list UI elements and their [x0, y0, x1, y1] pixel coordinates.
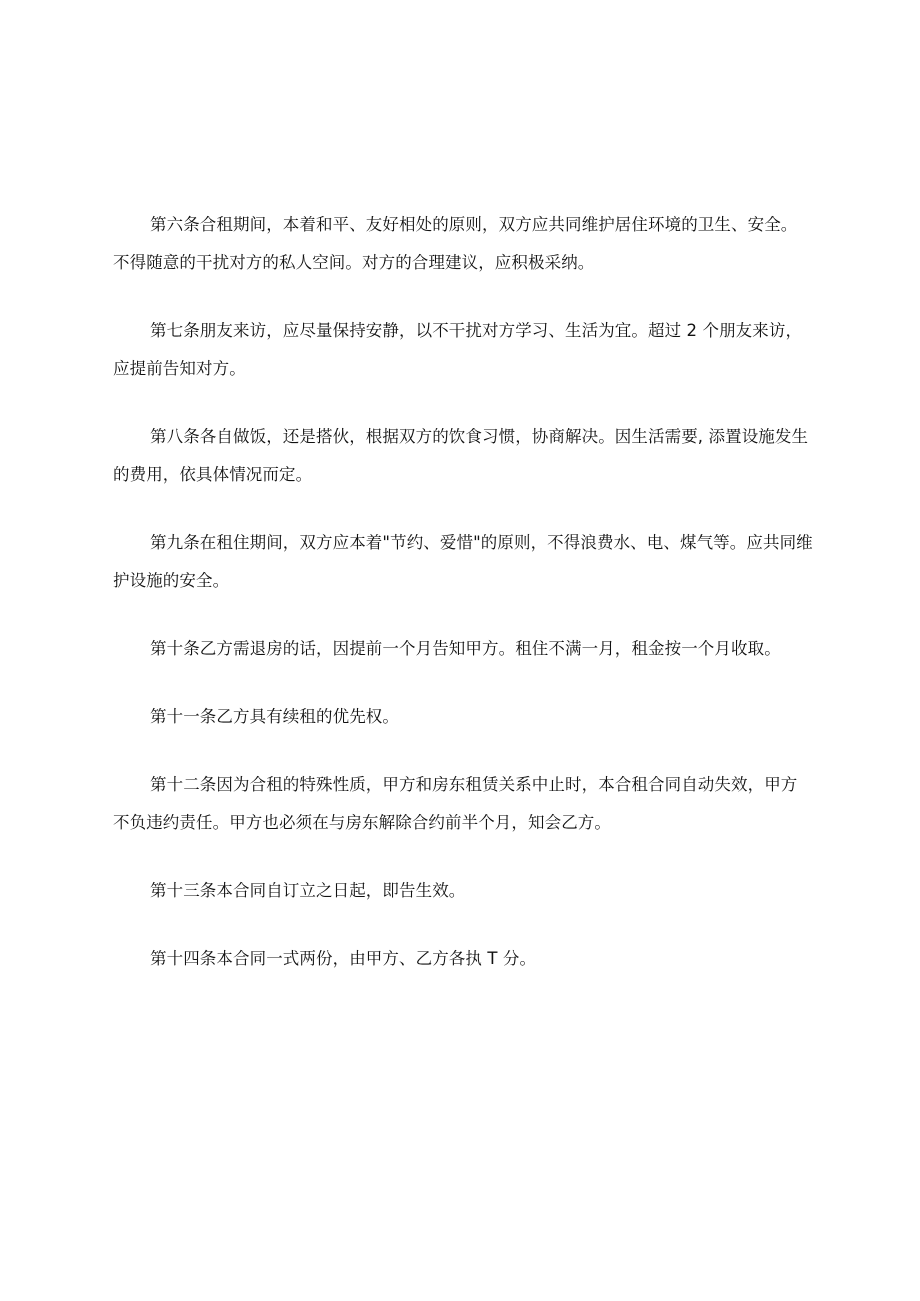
contract-body [113, 206, 813, 1008]
clause-10: 第十条乙方需退房的话，因提前一个月告知甲方。租住不满一月，租金按一个月收取。 [150, 639, 781, 658]
clause-12: 第十二条因为合租的特殊性质，甲方和房东租赁关系中止时，本合租合同自动失效，甲方不负违约责任。甲方也必须在与房东解除合约前半个月，知会乙方。 [113, 775, 798, 832]
clause-8: 第八条各自做饭，还是搭伙，根据双方的饮食习惯，协商解决。因生活需要, 添置设施发生的费用，依具体情况而定。 [113, 427, 809, 484]
clause-9: 第九条在租住期间，双方应本着"节约、爱惜"的原则，不得浪费水、电、煤气等。应共同维护设施的安全。 [113, 533, 813, 590]
clause-7: 第七条朋友来访，应尽量保持安静，以不干扰对方学习、生活为宜。超过 2 个朋友来访，应提前告知对方。 [113, 321, 803, 378]
clause-6: 第六条合租期间，本着和平、友好相处的原则，双方应共同维护居住环境的卫生、安全。不得随意的干扰对方的私人空间。对方的合理建议，应积极采纳。 [113, 215, 798, 272]
clause-14: 第十四条本合同一式两份，由甲方、乙方各执 T 分。 [150, 949, 537, 968]
clause-13: 第十三条本合同自订立之日起，即告生效。 [150, 881, 466, 900]
clause-11: 第十一条乙方具有续租的优先权。 [150, 707, 399, 726]
